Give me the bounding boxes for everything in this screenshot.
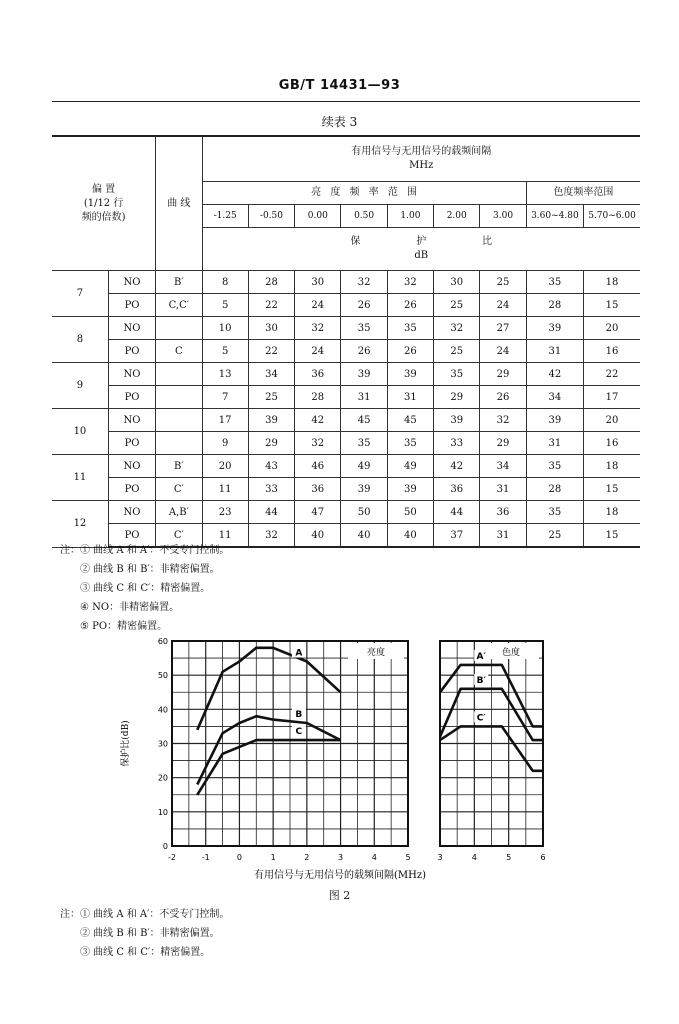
value-cell: 35 [526,455,583,478]
value-cell: 36 [295,478,341,501]
x-tick-label: -2 [168,853,176,862]
value-cell: 32 [434,317,480,340]
spacing-header-unit: MHz [409,160,434,171]
value-cell: 24 [480,294,526,317]
y-tick-label: 0 [162,842,168,851]
freq-header-cell: 1.00 [387,205,433,228]
value-cell: 42 [295,409,341,432]
note-line: ③ 曲线 C 和 C′：精密偏置。 [80,947,211,958]
value-cell: 39 [387,363,433,386]
value-cell: 31 [341,386,387,409]
value-cell: 40 [295,524,341,548]
bias-cell: 9 [52,363,108,409]
curve-cell [156,409,202,432]
value-cell: 11 [202,524,248,548]
freq-header-cell: -0.50 [248,205,294,228]
value-cell: 24 [480,340,526,363]
value-cell: 8 [202,271,248,294]
value-cell: 31 [480,478,526,501]
value-cell: 35 [341,432,387,455]
value-cell: 32 [341,271,387,294]
value-cell: 16 [584,340,640,363]
value-cell: 39 [387,478,433,501]
value-cell: 45 [341,409,387,432]
mode-cell: NO [108,271,155,294]
table-row [52,409,640,432]
y-tick-label: 50 [157,671,168,681]
protection-ratio-chart [110,630,570,905]
value-cell: 30 [295,271,341,294]
value-cell: 47 [295,501,341,524]
table-notes [60,541,229,636]
x-tick-label: 3 [338,853,344,862]
x-tick-label: 0 [236,853,242,862]
value-cell: 7 [202,386,248,409]
freq-header-cell: 0.00 [295,205,341,228]
y-axis-label: 保护比(dB) [121,720,131,767]
value-cell: 40 [341,524,387,548]
value-cell: 15 [584,294,640,317]
freq-header-cell: -1.25 [202,205,248,228]
mode-cell: PO [108,478,155,501]
value-cell: 43 [248,455,294,478]
value-cell: 37 [434,524,480,548]
note-line: 注：① 曲线 A 和 A′：不受专门控制。 [60,545,230,556]
note-line: ④ NO：非精密偏置。 [80,602,180,613]
note-line: ② 曲线 B 和 B′：非精密偏置。 [80,928,220,939]
value-cell: 49 [387,455,433,478]
table-row [52,386,640,409]
x-axis-label: 有用信号与无用信号的载频间隔(MHz) [253,870,427,881]
value-cell: 39 [434,409,480,432]
y-tick-label: 30 [157,739,168,749]
table-row [52,501,640,524]
bias-header-line: (1/12 行 [83,197,124,209]
value-cell: 35 [526,271,583,294]
mode-cell: PO [108,386,155,409]
value-cell: 34 [248,363,294,386]
value-cell: 39 [341,363,387,386]
value-cell: 25 [526,524,583,548]
mode-cell: PO [108,524,155,548]
value-cell: 25 [248,386,294,409]
curve-cell [156,363,202,386]
value-cell: 36 [480,501,526,524]
value-cell: 36 [295,363,341,386]
value-cell: 32 [295,432,341,455]
table-row [52,478,640,501]
note-line: ⑤ PO：精密偏置。 [80,621,168,632]
luminance-header: 亮 度 频 率 范 围 [202,182,526,205]
value-cell: 18 [584,455,640,478]
series-label: B [295,710,303,720]
value-cell: 10 [202,317,248,340]
x-tick-label: 4 [371,853,377,862]
mode-cell: NO [108,363,155,386]
value-cell: 22 [248,294,294,317]
value-cell: 9 [202,432,248,455]
value-cell: 36 [434,478,480,501]
value-cell: 35 [387,432,433,455]
value-cell: 33 [434,432,480,455]
x-tick-label: -1 [201,853,210,862]
value-cell: 42 [434,455,480,478]
value-cell: 23 [202,501,248,524]
value-cell: 31 [480,524,526,548]
value-cell: 28 [295,386,341,409]
value-cell: 32 [248,524,294,548]
x-tick-label: 5 [405,853,411,862]
curve-cell: A,B′ [156,501,202,524]
ratio-unit: dB [414,250,429,261]
table-row [52,432,640,455]
value-cell: 29 [480,363,526,386]
value-cell: 32 [295,317,341,340]
panel-title: 色度 [501,648,521,658]
value-cell: 46 [295,455,341,478]
value-cell: 22 [584,363,640,386]
y-tick-label: 40 [157,705,168,715]
value-cell: 29 [248,432,294,455]
y-tick-label: 10 [157,807,168,817]
mode-cell: PO [108,294,155,317]
curve-header: 曲 线 [156,136,202,271]
value-cell: 18 [584,271,640,294]
ratio-char: 保 [350,236,361,247]
value-cell: 24 [295,340,341,363]
curve-cell: C′ [156,524,202,548]
table-row [52,271,640,294]
freq-header-cell: 2.00 [434,205,480,228]
bias-cell: 12 [52,501,108,548]
bias-header-line: 偏 置 [92,183,116,195]
protection-ratio-table [52,135,640,541]
chroma-header: 色度频率范围 [526,182,640,205]
curve-cell: C′ [156,478,202,501]
page-header: GB/T 14431—93 [278,78,401,93]
value-cell: 20 [202,455,248,478]
x-tick-label: 6 [540,853,546,862]
value-cell: 26 [341,294,387,317]
curve-cell [156,386,202,409]
value-cell: 16 [584,432,640,455]
series-label: C′ [476,713,486,724]
x-tick-label: 1 [270,853,276,862]
freq-header-cell: 0.50 [341,205,387,228]
freq-header-cell: 3.00 [480,205,526,228]
value-cell: 15 [584,478,640,501]
table-row [52,363,640,386]
value-cell: 35 [341,317,387,340]
curve-cell: B′ [156,455,202,478]
x-tick-label: 3 [437,853,443,862]
value-cell: 30 [434,271,480,294]
curve-cell: B′ [156,271,202,294]
value-cell: 42 [526,363,583,386]
value-cell: 25 [434,340,480,363]
value-cell: 39 [526,317,583,340]
mode-cell: NO [108,501,155,524]
mode-cell: NO [108,409,155,432]
series-label: C [295,727,303,738]
table-row [52,455,640,478]
spacing-header [202,136,640,182]
table-row [52,294,640,317]
x-tick-label: 2 [304,853,310,862]
value-cell: 28 [526,294,583,317]
figure-caption: 图 2 [328,889,351,902]
bias-cell: 11 [52,455,108,501]
value-cell: 26 [387,294,433,317]
value-cell: 24 [295,294,341,317]
value-cell: 32 [480,409,526,432]
mode-cell: PO [108,432,155,455]
table-caption: 续表 3 [321,115,358,129]
panel-title: 亮度 [366,648,386,658]
value-cell: 33 [248,478,294,501]
x-tick-label: 4 [471,853,477,862]
freq-header-cell: 5.70~6.00 [584,205,640,228]
ratio-header [202,228,640,271]
table-row [52,317,640,340]
value-cell: 11 [202,478,248,501]
value-cell: 39 [526,409,583,432]
value-cell: 29 [480,432,526,455]
value-cell: 35 [526,501,583,524]
ratio-char: 比 [482,236,493,247]
series-label: A [295,648,303,659]
value-cell: 50 [387,501,433,524]
value-cell: 39 [248,409,294,432]
value-cell: 35 [387,317,433,340]
value-cell: 5 [202,340,248,363]
series-line-C [197,740,340,795]
value-cell: 26 [341,340,387,363]
value-cell: 34 [480,455,526,478]
value-cell: 30 [248,317,294,340]
value-cell: 25 [434,294,480,317]
curve-cell: C [156,340,202,363]
value-cell: 34 [526,386,583,409]
value-cell: 20 [584,409,640,432]
series-label: B′ [476,675,486,686]
value-cell: 27 [480,317,526,340]
value-cell: 22 [248,340,294,363]
value-cell: 50 [341,501,387,524]
value-cell: 35 [434,363,480,386]
ratio-char: 护 [416,236,427,247]
value-cell: 5 [202,294,248,317]
x-tick-label: 5 [506,853,512,862]
value-cell: 32 [387,271,433,294]
mode-cell: NO [108,455,155,478]
value-cell: 49 [341,455,387,478]
figure-notes [60,905,229,962]
value-cell: 31 [387,386,433,409]
value-cell: 26 [387,340,433,363]
value-cell: 28 [248,271,294,294]
y-tick-label: 60 [157,637,168,646]
table-row [52,340,640,363]
value-cell: 39 [341,478,387,501]
value-cell: 29 [434,386,480,409]
value-cell: 26 [480,386,526,409]
value-cell: 40 [387,524,433,548]
curve-cell [156,317,202,340]
value-cell: 18 [584,501,640,524]
value-cell: 44 [248,501,294,524]
series-label: A′ [476,651,486,662]
note-line: ③ 曲线 C 和 C′：精密偏置。 [80,583,211,594]
curve-cell: C,C′ [156,294,202,317]
mode-cell: PO [108,340,155,363]
value-cell: 44 [434,501,480,524]
bias-header [52,136,156,271]
value-cell: 17 [202,409,248,432]
bias-cell: 7 [52,271,108,317]
header-rule [52,101,640,102]
bias-cell: 10 [52,409,108,455]
value-cell: 20 [584,317,640,340]
spacing-header-title: 有用信号与无用信号的载频间隔 [351,146,492,157]
value-cell: 25 [480,271,526,294]
note-line: ② 曲线 B 和 B′：非精密偏置。 [80,564,220,575]
note-line: 注：① 曲线 A 和 A′：不受专门控制。 [60,909,230,920]
value-cell: 13 [202,363,248,386]
bias-header-line: 频的倍数) [81,211,126,223]
curve-cell [156,432,202,455]
value-cell: 17 [584,386,640,409]
value-cell: 31 [526,432,583,455]
freq-header-cell: 3.60~4.80 [526,205,583,228]
value-cell: 15 [584,524,640,548]
y-tick-label: 20 [157,773,168,783]
value-cell: 45 [387,409,433,432]
bias-cell: 8 [52,317,108,363]
mode-cell: NO [108,317,155,340]
value-cell: 28 [526,478,583,501]
value-cell: 31 [526,340,583,363]
